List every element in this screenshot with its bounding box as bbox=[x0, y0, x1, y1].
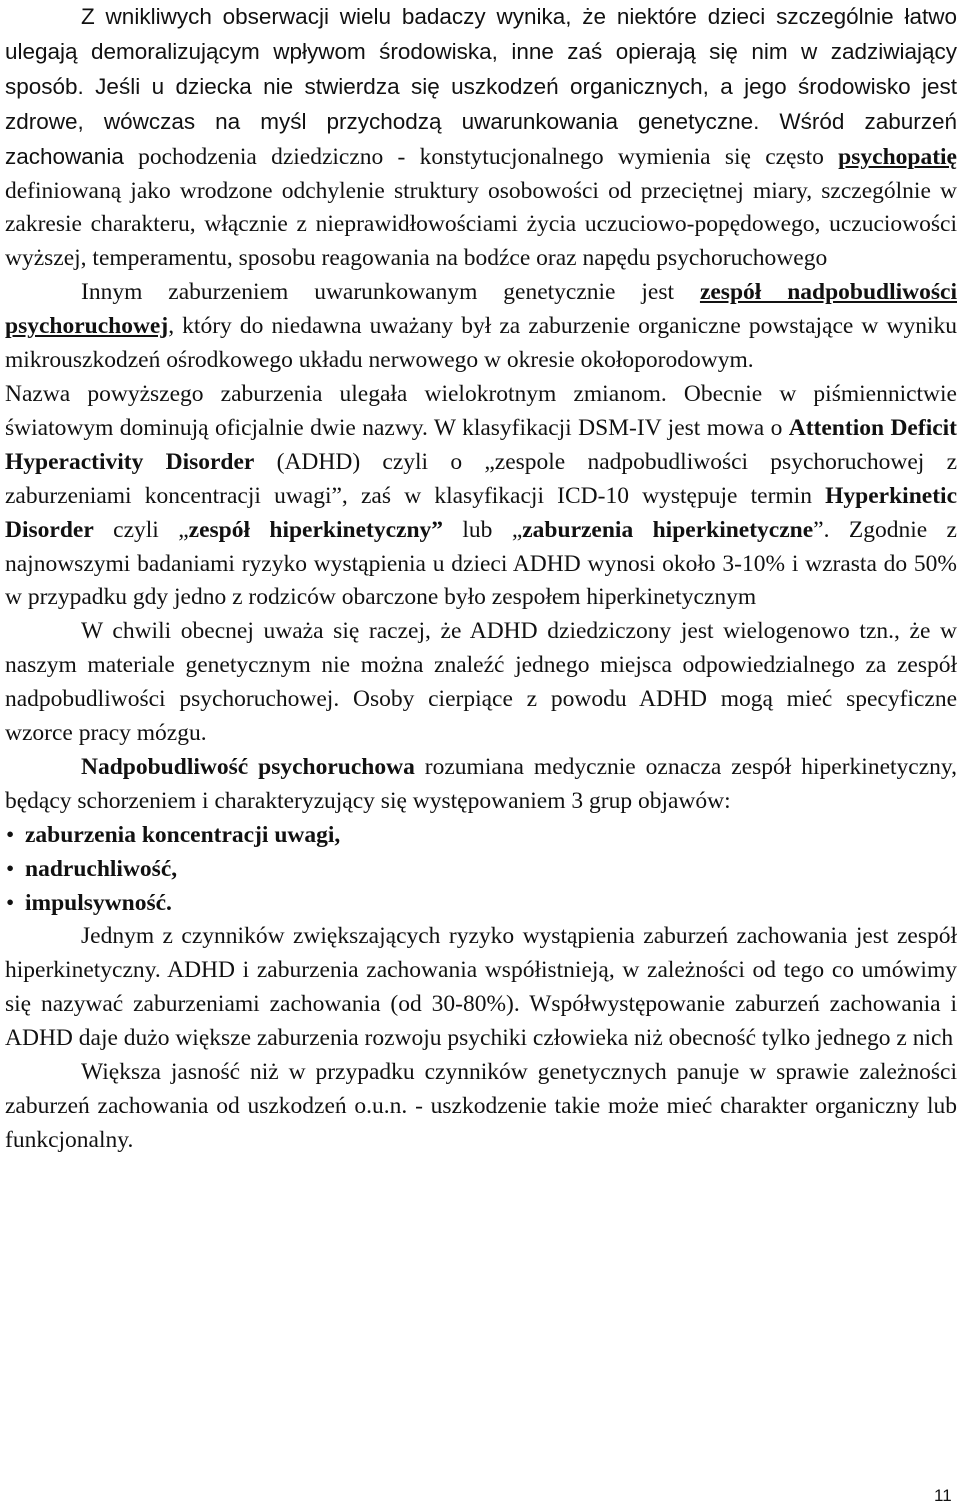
list-item-text: zaburzenia koncentracji uwagi, bbox=[25, 821, 341, 848]
term-adhd-full: Attention Deficit Hyperactivity Disorder bbox=[5, 414, 958, 475]
list-item bbox=[5, 853, 957, 887]
symptom-list bbox=[5, 819, 957, 921]
paragraph-3-text: Nazwa powyższego zaburzenia ulegała wielokrotnym zmianom. Obecnie w piśmiennictwie światowym dominują oficjalnie dwie nazwy. W klasyfikacji DSM-IV jest mowa o bbox=[5, 380, 957, 441]
paragraph-2-rest: , który do niedawna uważany był za zaburzenie organiczne powstające w wyniku mikrouszkodzeń ośrodkowego układu nerwowego w okresie okołoporodowym. bbox=[5, 313, 957, 374]
paragraph-3-lub: lub „ bbox=[462, 516, 523, 543]
page-number: 11 bbox=[934, 1486, 952, 1505]
term-hyperkinetic-disorder: Hyperkinetic Disorder bbox=[5, 482, 957, 543]
term-zespol-nadpobudliwosci: zespół nadpobudliwości psychoruchowej bbox=[5, 279, 957, 340]
bullet-icon: • bbox=[6, 821, 15, 848]
paragraph-3-czyli: czyli „ bbox=[113, 516, 189, 543]
list-item-text: impulsywność. bbox=[25, 889, 172, 916]
paragraph-7: Większa jasność niż w przypadku czynników genetycznych panuje w sprawie zależności zaburzeń zachowania od uszkodzeń o.u.n. - uszkodzenie takie może mieć charakter organiczny lub funkcjonalny. bbox=[5, 1059, 957, 1153]
paragraph-6: Jednym z czynników zwiększających ryzyko wystąpienia zaburzeń zachowania jest zespół hiperkinetyczny. ADHD i zaburzenia zachowania współistnieją, w zależności od tego co umówimy się nazywać zaburzeniami zachowania (od 30-80%). Współwystępowanie zaburzeń zachowania i ADHD daje dużo większe zaburzenia rozwoju psychiki człowieka niż obecność tylko jednego z nich bbox=[5, 923, 957, 1052]
paragraph-3-mid: (ADHD) czyli o „zespole nadpobudliwości psychoruchowej z zaburzeniami koncentracji uwagi”, zaś w klasyfikacji ICD-10 występuje termin bbox=[5, 448, 958, 509]
paragraph-4: W chwili obecnej uważa się raczej, że ADHD dziedziczony jest wielogenowo tzn., że w naszym materiale genetycznym nie można znaleźć jednego miejsca odpowiedzialnego za zespół nadpobudliwości psychoruchowej. Osoby cierpiące z powodu ADHD mogą mieć specyficzne wzorce pracy mózgu. bbox=[5, 618, 957, 747]
list-item-text: nadruchliwość, bbox=[25, 855, 178, 882]
bullet-icon: • bbox=[6, 855, 15, 882]
term-zespol-hiperkinetyczny: zespół hiperkinetyczny” bbox=[188, 516, 444, 543]
paragraph-2-text: Innym zaburzeniem uwarunkowanym genetycznie jest bbox=[81, 279, 675, 306]
paragraph-5 bbox=[5, 751, 957, 819]
term-psychopatia: psychopatię bbox=[838, 143, 957, 170]
paragraph-1 bbox=[5, 0, 957, 276]
paragraph-1-intro: Z wnikliwych obserwacji wielu badaczy wynika, że niektóre dzieci szczególnie łatwo ulegają demoralizującym wpływom środowiska, inne zaś opierają się nim w zadziwiający sposób. Jeśli u dziecka nie stwierdza się uszkodzeń organicznych, a jego środowisko jest zdrowe, wówczas na myśl przychodzą uwarunkowania genetyczne. Wśród zaburzeń zachowania bbox=[5, 4, 957, 169]
paragraph-3-rest: ”. Zgodnie z najnowszymi badaniami ryzyko wystąpienia u dzieci ADHD wynosi około 3-10% i wzrasta do 50% w przypadku gdy jedno z rodziców obarczone było zespołem hiperkinetycznym bbox=[5, 516, 957, 611]
term-nadpobudliwosc: Nadpobudliwość psychoruchowa bbox=[81, 753, 415, 780]
paragraph-1-definition: definiowaną jako wrodzone odchylenie struktury osobowości od przeciętnej miary, szczególnie w zakresie charakteru, włącznie z nieprawidłowościami życia uczuciowo-popędowego, uczuciowości wyższej, temperamentu, sposobu reagowania na bodźce oraz napędu psychoruchowego bbox=[5, 177, 957, 272]
bullet-icon: • bbox=[6, 889, 15, 916]
paragraph-2 bbox=[5, 276, 957, 378]
document-page bbox=[5, 0, 957, 1158]
list-item bbox=[5, 887, 957, 921]
paragraph-5-text: rozumiana medycznie oznacza zespół hiperkinetyczny, będący schorzeniem i charakteryzujący się występowaniem 3 grup objawów: bbox=[5, 753, 958, 814]
list-item bbox=[5, 819, 957, 853]
term-zaburzenia-hiperkinetyczne: zaburzenia hiperkinetyczne bbox=[522, 516, 814, 543]
paragraph-3 bbox=[5, 378, 957, 615]
paragraph-1-text: pochodzenia dziedziczno - konstytucjonalnego wymienia się często bbox=[138, 143, 824, 170]
